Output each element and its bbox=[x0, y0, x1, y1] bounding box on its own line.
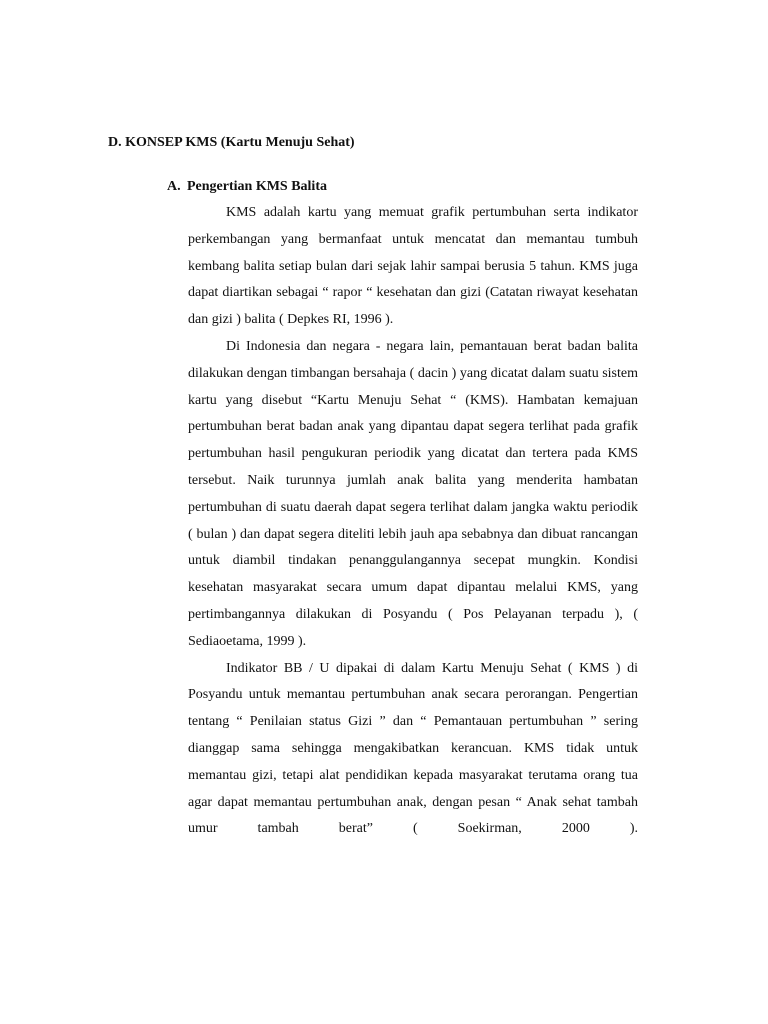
body-text bbox=[188, 200, 638, 843]
subsection-marker: A. bbox=[167, 179, 181, 194]
paragraph-kms-definition: KMS adalah kartu yang memuat grafik pertumbuhan serta indikator perkembangan yang bermanfaat untuk mencatat dan memantau tumbuh kembang balita setiap bulan dari sejak lahir sampai berusia 5 tahun. KMS juga dapat diartikan sebagai “ rapor “ kesehatan dan gizi (Catatan riwayat kesehatan dan gizi ) balita ( Depkes RI, 1996 ). bbox=[188, 205, 638, 328]
subsection-title: Pengertian KMS Balita bbox=[187, 179, 327, 194]
section-heading: D. KONSEP KMS (Kartu Menuju Sehat) bbox=[108, 135, 355, 150]
paragraph-kms-indicator: Indikator BB / U dipakai di dalam Kartu Menuju Sehat ( KMS ) di Posyandu untuk memantau pertumbuhan anak secara perorangan. Pengertian tentang “ Penilaian status Gizi ” dan “ Pemantauan pertumbuhan ” sering dianggap sama sehingga mengakibatkan kerancuan. KMS tidak untuk memantau gizi, tetapi alat pendidikan kepada masyarakat terutama orang tua agar dapat memantau pertumbuhan anak, dengan pesan “ Anak sehat tambah umur tambah berat” ( Soekirman, 2000 ). bbox=[188, 660, 638, 837]
paragraph-kms-indonesia: Di Indonesia dan negara - negara lain, pemantauan berat badan balita dilakukan dengan timbangan bersahaja ( dacin ) yang dicatat dalam suatu sistem kartu yang disebut “Kartu Menuju Sehat “ (KMS). Hambatan kemajuan pertumbuhan berat badan anak yang dipantau dapat segera terlihat pada grafik pertumbuhan hasil pengukuran periodik yang dicatat dan tertera pada KMS tersebut. Naik turunnya jumlah anak balita yang menderita hambatan pertumbuhan di suatu daerah dapat segera terlihat dalam jangka waktu periodik ( bulan ) dan dapat segera diteliti lebih jauh apa sebabnya dan dibuat rancangan untuk diambil tindakan penanggulangannya secepat mungkin. Kondisi kesehatan masyarakat secara umum dapat dipantau melalui KMS, yang pertimbangannya dilakukan di Posyandu ( Pos Pelayanan terpadu ), ( Sediaoetama, 1999 ). bbox=[188, 338, 638, 649]
subsection-heading bbox=[167, 177, 327, 197]
